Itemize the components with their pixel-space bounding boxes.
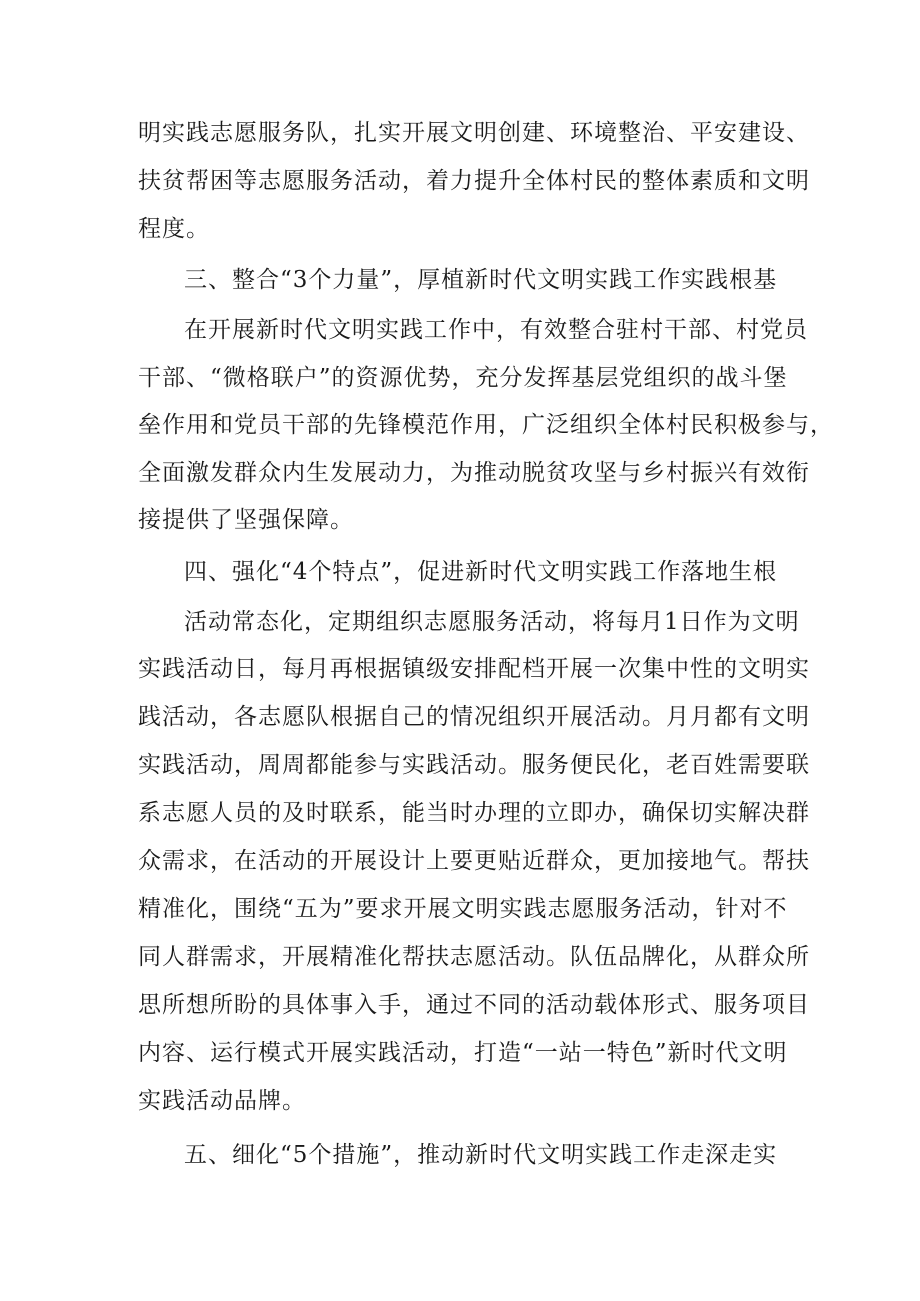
text-line: 同人群需求，开展精准化帮扶志愿活动。队伍品牌化，从群众所 [138, 944, 810, 970]
section-heading: 三、整合“3个力量”，厚植新时代文明实践工作实践根基 [184, 267, 778, 293]
section-heading: 四、强化“4个特点”，促进新时代文明实践工作落地生根 [184, 559, 778, 585]
section-heading: 五、细化“5个措施”，推动新时代文明实践工作走深走实 [184, 1142, 778, 1168]
text-line: 众需求，在活动的开展设计上要更贴近群众，更加接地气。帮扶 [138, 848, 810, 874]
text-line: 接提供了坚强保障。 [138, 507, 354, 533]
text-line: 实践活动品牌。 [138, 1088, 306, 1114]
text-line: 系志愿人员的及时联系，能当时办理的立即办，确保切实解决群 [138, 800, 810, 826]
text-line: 全面激发群众内生发展动力，为推动脱贫攻坚与乡村振兴有效衔 [138, 460, 810, 486]
text-line: 活动常态化，定期组织志愿服务活动，将每月1日作为文明 [184, 609, 800, 635]
text-line: 程度。 [138, 216, 210, 242]
text-line: 思所想所盼的具体事入手，通过不同的活动载体形式、服务项目 [138, 992, 810, 1018]
text-line: 践活动，各志愿队根据自己的情况组织开展活动。月月都有文明 [138, 704, 810, 730]
text-line: 实践活动日，每月再根据镇级安排配档开展一次集中性的文明实 [138, 656, 810, 682]
text-line: 明实践志愿服务队，扎实开展文明创建、环境整治、平安建设、 [138, 120, 810, 146]
text-line: 实践活动，周周都能参与实践活动。服务便民化，老百姓需要联 [138, 752, 810, 778]
text-line: 扶贫帮困等志愿服务活动，着力提升全体村民的整体素质和文明 [138, 168, 810, 194]
text-line: 内容、运行模式开展实践活动，打造“一站一特色”新时代文明 [138, 1040, 788, 1066]
text-line: 精准化，围绕“五为”要求开展文明实践志愿服务活动，针对不 [138, 896, 788, 922]
text-line: 在开展新时代文明实践工作中，有效整合驻村干部、村党员 [184, 317, 808, 343]
text-line: 垒作用和党员干部的先锋模范作用，广泛组织全体村民积极参与， [138, 412, 834, 438]
text-line: 干部、“微格联户”的资源优势，充分发挥基层党组织的战斗堡 [138, 365, 788, 391]
